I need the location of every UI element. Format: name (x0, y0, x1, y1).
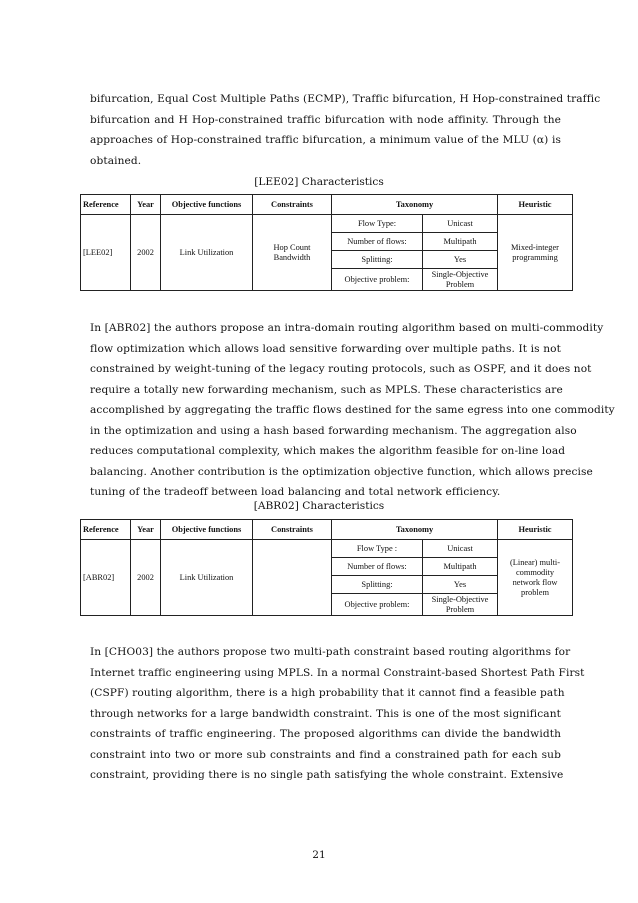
cell-heuristic (498, 540, 573, 616)
cell-heuristic (498, 215, 573, 291)
table-row (81, 540, 573, 558)
taxonomy-value (423, 269, 498, 291)
taxonomy-value: Multipath (423, 558, 498, 576)
taxonomy-key: Objective problem: (332, 594, 423, 616)
text-line: through networks for a large bandwidth constraint. This is one of the most significant (90, 707, 561, 720)
text-line: balancing. Another contribution is the optimization objective function, which allows precise (90, 465, 593, 478)
header-objective-functions: Objective functions (161, 195, 253, 215)
taxonomy-value: Yes (423, 576, 498, 594)
taxonomy-key: Number of flows: (332, 233, 423, 251)
taxonomy-value-line: Problem (445, 604, 475, 614)
text-line: In [CHO03] the authors propose two multi-path constraint based routing algorithms for (90, 646, 571, 658)
table-lee02 (80, 194, 573, 291)
table-row (81, 215, 573, 233)
taxonomy-value-line: Single-Objective (431, 269, 489, 279)
paragraph-1 (90, 89, 601, 171)
header-reference: Reference (81, 195, 131, 215)
header-heuristic: Heuristic (498, 520, 573, 540)
text-line: In [ABR02] the authors propose an intra-domain routing algorithm based on multi-commodity (90, 322, 604, 334)
taxonomy-value-line: Problem (445, 279, 475, 289)
header-constraints: Constraints (253, 195, 332, 215)
header-taxonomy: Taxonomy (332, 195, 498, 215)
table-caption-lee02: [LEE02] Characteristics (254, 176, 384, 188)
taxonomy-value: Unicast (423, 540, 498, 558)
taxonomy-key: Flow Type: (332, 215, 423, 233)
heuristic-line: programming (512, 252, 558, 262)
text-line: tuning of the tradeoff between load balancing and total network efficiency. (90, 486, 501, 498)
header-heuristic: Heuristic (498, 195, 573, 215)
text-line: in the optimization and using a hash based forwarding mechanism. The aggregation also (90, 424, 577, 437)
header-year: Year (131, 520, 161, 540)
cell-constraints (253, 540, 332, 616)
heuristic-line: commodity (515, 567, 555, 577)
text-line: bifurcation, Equal Cost Multiple Paths (ECMP), Traffic bifurcation, H Hop-constrained traffic (90, 93, 601, 105)
constraint-line: Hop Count (273, 242, 311, 252)
paragraph-2 (90, 318, 615, 503)
header-constraints: Constraints (253, 520, 332, 540)
cell-objective: Link Utilization (161, 540, 253, 616)
taxonomy-key: Number of flows: (332, 558, 423, 576)
text-line: flow optimization which allows load sensitive forwarding over multiple paths. It is not (90, 342, 561, 355)
taxonomy-key: Splitting: (332, 576, 423, 594)
table-header-row (81, 520, 573, 540)
text-line: constraint into two or more sub constraints and find a constrained path for each sub (90, 748, 561, 761)
taxonomy-key: Flow Type : (332, 540, 423, 558)
taxonomy-key: Splitting: (332, 251, 423, 269)
text-line: reduces computational complexity, which makes the algorithm feasible for on-line load (90, 445, 566, 457)
taxonomy-value: Multipath (423, 233, 498, 251)
cell-year: 2002 (131, 215, 161, 291)
table-abr02 (80, 519, 573, 616)
text-line: constrained by weight-tuning of the legacy routing protocols, such as OSPF, and it does not (90, 363, 592, 375)
heuristic-line: (Linear) multi- (510, 557, 561, 567)
paragraph-3 (90, 642, 585, 786)
cell-objective: Link Utilization (161, 215, 253, 291)
text-line: obtained. (90, 154, 142, 167)
header-taxonomy: Taxonomy (332, 520, 498, 540)
cell-constraints (253, 215, 332, 291)
text-line: accomplished by aggregating the traffic flows destined for the same egress into one commodity (90, 404, 615, 416)
page-number: 21 (312, 849, 326, 861)
taxonomy-value: Unicast (423, 215, 498, 233)
constraint-line: Bandwidth (273, 252, 311, 262)
taxonomy-value (423, 594, 498, 616)
header-reference: Reference (81, 520, 131, 540)
text-line: require a totally new forwarding mechanism, such as MPLS. These characteristics are (90, 383, 563, 396)
text-line: constraint, providing there is no single path satisfying the whole constraint. Extensive (90, 769, 564, 781)
text-line: approaches of Hop-constrained traffic bifurcation, a minimum value of the MLU (α) is (90, 134, 561, 146)
header-year: Year (131, 195, 161, 215)
text-line: Internet traffic engineering using MPLS. In a normal Constraint-based Shortest Path First (90, 666, 585, 679)
taxonomy-value: Yes (423, 251, 498, 269)
cell-reference: [LEE02] (81, 215, 131, 291)
text-line: bifurcation and H Hop-constrained traffic bifurcation with node affinity. Through the (90, 113, 561, 126)
table-header-row (81, 195, 573, 215)
text-line: constraints of traffic engineering. The proposed algorithms can divide the bandwidth (90, 728, 561, 740)
taxonomy-value-line: Single-Objective (431, 594, 489, 604)
heuristic-line: network flow (512, 577, 558, 587)
table-caption-abr02: [ABR02] Characteristics (253, 500, 385, 512)
header-objective-functions: Objective functions (161, 520, 253, 540)
text-line: (CSPF) routing algorithm, there is a high probability that it cannot find a feasible path (90, 687, 565, 699)
heuristic-line: problem (521, 587, 549, 597)
cell-reference: [ABR02] (81, 540, 131, 616)
heuristic-line: Mixed-integer (511, 242, 559, 252)
taxonomy-key: Objective problem: (332, 269, 423, 291)
cell-year: 2002 (131, 540, 161, 616)
